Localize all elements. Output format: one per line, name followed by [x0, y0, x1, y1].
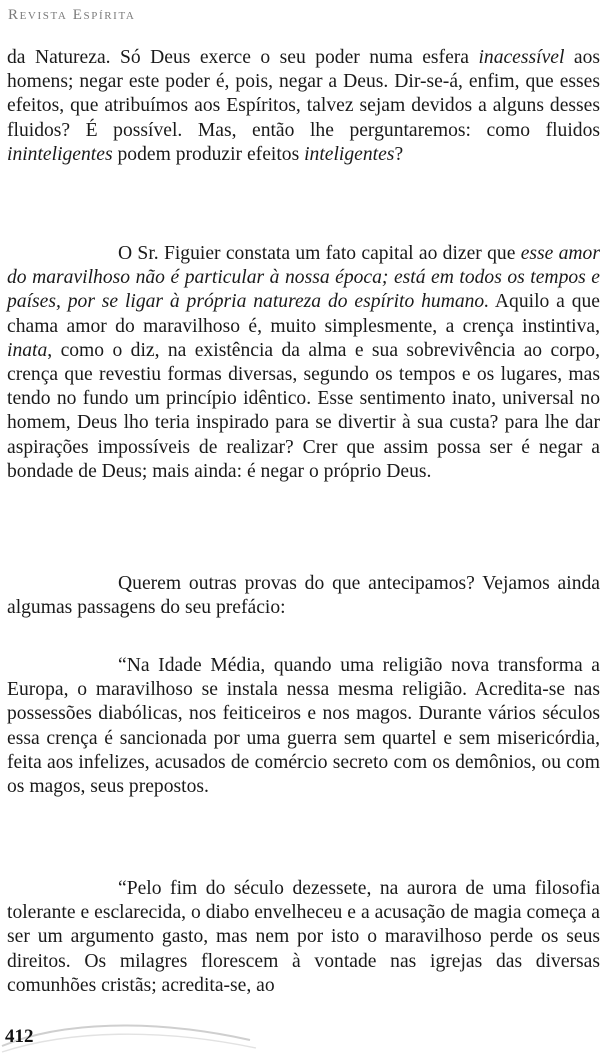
paragraph-5-quote: “Pelo fim do século dezessete, na aurora de uma filosofia tolerante e esclarecida, o diabo envelheceu e a acusação de magia começa a ser um argumento gasto, mas nem por isto o maravilhoso perde os seus direitos. Os milagres florescem à vontade nas igrejas das diversas comunhões cristãs; acredita-se, ao	[7, 878, 600, 996]
footer-swoosh	[0, 1008, 260, 1059]
page-number: 412	[5, 1026, 34, 1047]
paragraph-3: Querem outras provas do que antecipamos? Vejamos ainda algumas passagens do seu prefácio:	[7, 573, 600, 619]
paragraph-4-quote: “Na Idade Média, quando uma religião nova transforma a Europa, o maravilhoso se instala nessa mesma religião. Acredita-se nas possessões diabólicas, nos feiticeiros e nos magos. Durante vários séculos essa crença é sancionada por uma guerra sem quartel e sem misericórdia, feita aos infelizes, acusados de comércio secreto com os demônios, ou com os magos, seus prepostos.	[7, 655, 600, 798]
running-header: Revista Espírita	[8, 7, 136, 23]
paragraph-2: O Sr. Figuier constata um fato capital ao dizer que esse amor do maravilhoso não é particular à nossa época; está em todos os tempos e países, por se ligar à própria natureza do espírito humano. Aquilo a que chama amor do maravilhoso é, muito simplesmente, a crença instintiva, inata, como o diz, na existência da alma e sua sobrevivência ao corpo, crença que revestiu formas diversas, segundo os tempos e os lugares, mas tendo no fundo um princípio idêntico. Esse sentimento inato, universal no homem, Deus lho teria inspirado para se divertir à sua custa? para lhe dar aspirações impossíveis de realizar? Crer que assim possa ser é negar a bondade de Deus; mais ainda: é negar o próprio Deus.	[7, 243, 600, 482]
paragraph-1: da Natureza. Só Deus exerce o seu poder numa esfera inacessível aos homens; negar este poder é, pois, negar a Deus. Dir-se-á, enfim, que esses efeitos, que atribuímos aos Espíritos, talvez sejam devidos a alguns desses fluidos? É possível. Mas, então lhe perguntaremos: como fluidos ininteligentes podem produzir efeitos inteligentes?	[7, 47, 600, 165]
